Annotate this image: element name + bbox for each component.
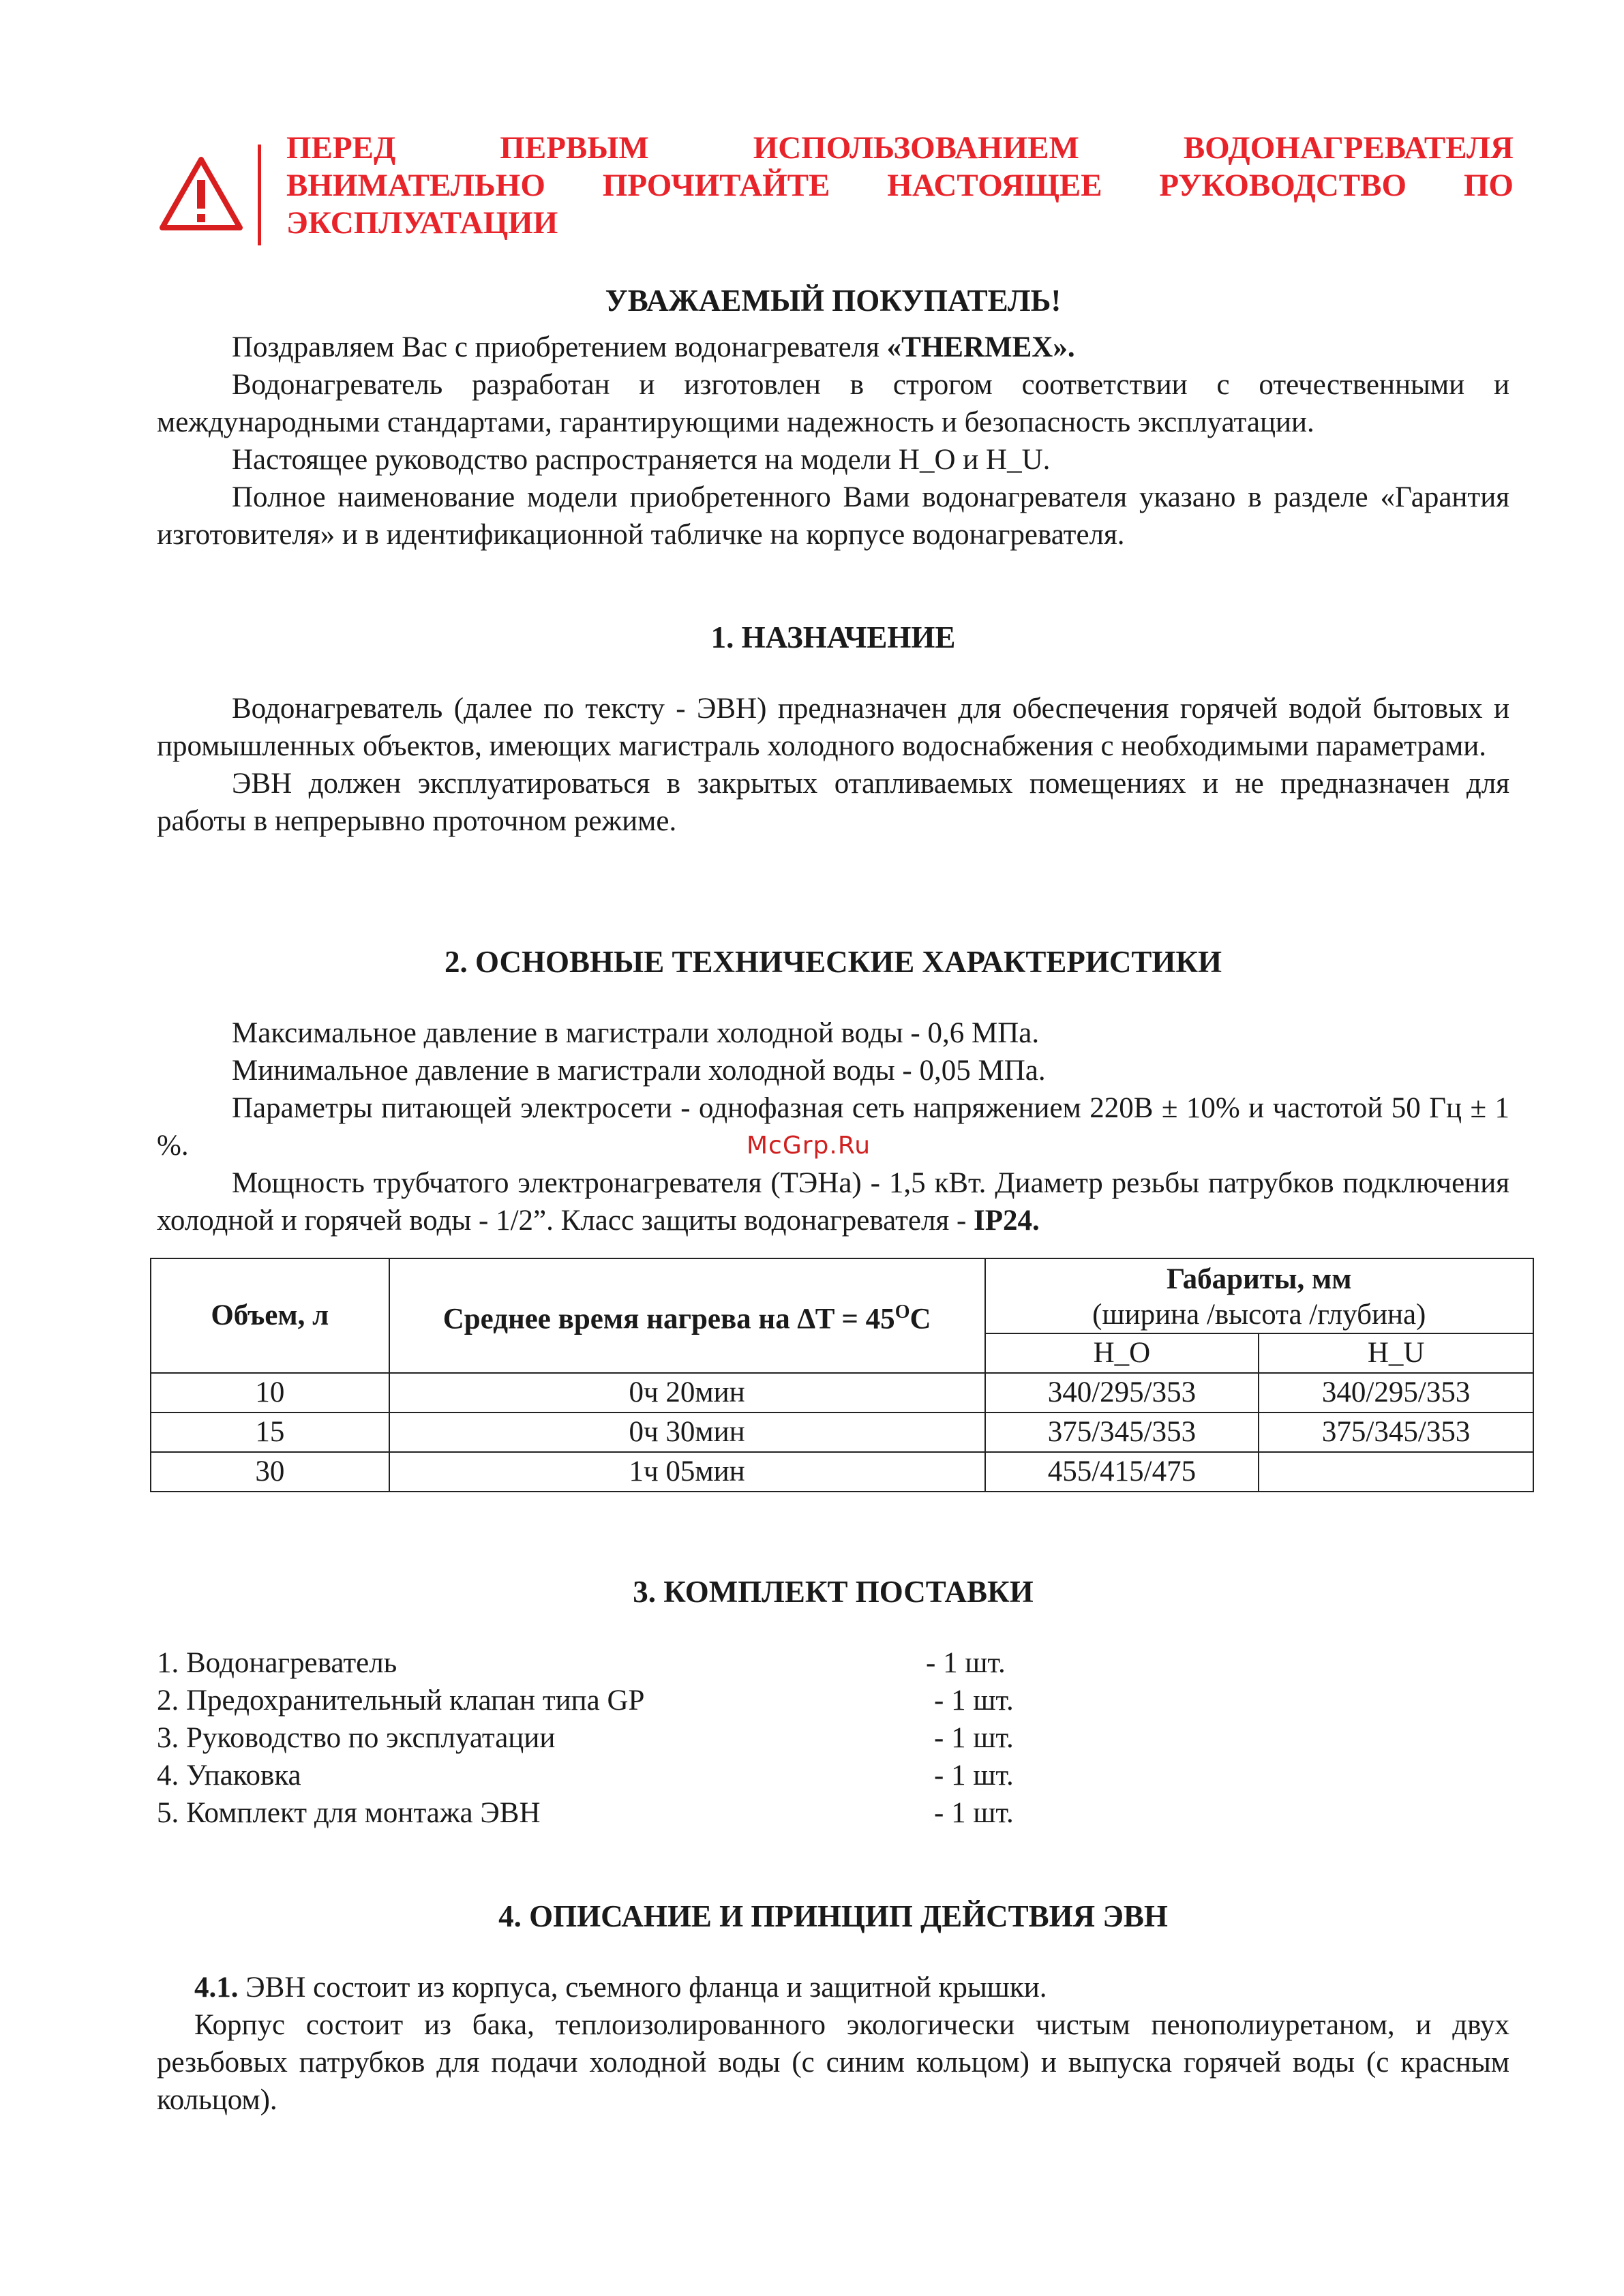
section-1-body	[157, 690, 1509, 840]
section-2-paragraph-4: Мощность трубчатого электронагревателя (ТЭНа) - 1,5 кВт. Диаметр резьбы патрубков подключения холодной и горячей воды - 1/2”. Класс защиты водонагревателя - IP24.	[157, 1167, 1509, 1237]
kit-list	[157, 1644, 1111, 1832]
section-2-paragraph-2: Минимальное давление в магистрали холодной воды - 0,05 МПа.	[232, 1055, 1046, 1087]
table-row: 30 1ч 05мин 455/415/475	[151, 1452, 1533, 1492]
table-header-row	[151, 1258, 1533, 1333]
list-item: 4. Упаковка - 1 шт.	[157, 1759, 1014, 1792]
protection-class: IP24.	[974, 1205, 1040, 1237]
table-row: 15 0ч 30мин 375/345/353 375/345/353	[151, 1413, 1533, 1452]
section-3-heading: 3. КОМПЛЕКТ ПОСТАВКИ	[633, 1575, 1034, 1609]
intro-block	[157, 329, 1509, 554]
header-dimensions: Габариты, мм (ширина /высота /глубина)	[985, 1258, 1533, 1333]
list-item: 1. Водонагреватель - 1 шт.	[157, 1647, 1006, 1679]
warning-triangle-icon	[158, 155, 244, 232]
warning-text	[286, 130, 1514, 242]
section-2-paragraph-1: Максимальное давление в магистрали холодной воды - 0,6 МПа.	[232, 1017, 1040, 1049]
section-2-body	[157, 1014, 1509, 1239]
intro-paragraph-4: Полное наименование модели приобретенного Вами водонагревателя указано в разделе «Гарантия изготовителя» и в идентификационной табличке на корпусе водонагревателя.	[157, 481, 1509, 551]
brand-name: «THERMEX».	[886, 331, 1075, 363]
table-row: 10 0ч 20мин 340/295/353 340/295/353	[151, 1373, 1533, 1413]
warning-divider	[258, 145, 261, 245]
list-item: 2. Предохранительный клапан типа GP - 1 шт.	[157, 1685, 1014, 1717]
section-2-heading: 2. ОСНОВНЫЕ ТЕХНИЧЕСКИЕ ХАРАКТЕРИСТИКИ	[444, 945, 1222, 979]
section-1-heading: 1. НАЗНАЧЕНИЕ	[710, 620, 956, 654]
greeting-heading: УВАЖАЕМЫЙ ПОКУПАТЕЛЬ!	[605, 284, 1062, 318]
section-4-heading: 4. ОПИСАНИЕ И ПРИНЦИП ДЕЙСТВИЯ ЭВН	[498, 1899, 1168, 1933]
section-2-paragraph-3: Параметры питающей электросети - однофазная сеть напряжением 220В ± 10% и частотой 50 Гц ± 1 %.	[157, 1092, 1509, 1162]
intro-paragraph-3: Настоящее руководство распространяется на модели H_O и H_U.	[232, 444, 1051, 476]
intro-paragraph-2: Водонагреватель разработан и изготовлен в строгом соответствии с отечественными и международными стандартами, гарантирующими надежность и безопасность эксплуатации.	[157, 369, 1509, 438]
header-heat-time: Среднее время нагрева на $\Delta T = 45^OC$	[389, 1258, 985, 1373]
header-volume: Объем, л	[151, 1258, 389, 1373]
section-4-paragraph-2: Корпус состоит из бака, теплоизолированного экологически чистым пенополиуретаном, и двух резьбовых патрубков для подачи холодной воды (с синим кольцом) и выпуска горячей воды (с красным кольцом).	[157, 2009, 1509, 2116]
header-ho: H_O	[985, 1333, 1259, 1373]
specs-table	[150, 1258, 1534, 1492]
warning-line-3: ЭКСПЛУАТАЦИИ	[286, 205, 558, 241]
intro-paragraph-1: Поздравляем Вас с приобретением водонагревателя «THERMEX».	[232, 331, 1075, 363]
header-hu: H_U	[1259, 1333, 1533, 1373]
section-1-paragraph-2: ЭВН должен эксплуатироваться в закрытых отапливаемых помещениях и не предназначен для работы в непрерывно проточном режиме.	[157, 768, 1509, 837]
warning-line-1: ПЕРЕД ПЕРВЫМ ИСПОЛЬЗОВАНИЕМ ВОДОНАГРЕВАТЕЛЯ	[286, 130, 1514, 166]
warning-line-2: ВНИМАТЕЛЬНО ПРОЧИТАЙТЕ НАСТОЯЩЕЕ РУКОВОДСТВО ПО	[286, 168, 1514, 203]
list-item: 3. Руководство по эксплуатации - 1 шт.	[157, 1722, 1014, 1754]
list-item: 5. Комплект для монтажа ЭВН - 1 шт.	[157, 1797, 1014, 1829]
section-4-paragraph-1: 4.1. ЭВН состоит из корпуса, съемного фланца и защитной крышки.	[194, 1972, 1047, 2004]
watermark: McGrp.Ru	[747, 1132, 871, 1160]
warning-header	[158, 130, 1522, 259]
section-1-paragraph-1: Водонагреватель (далее по тексту - ЭВН) предназначен для обеспечения горячей водой бытовых и промышленных объектов, имеющих магистраль холодного водоснабжения с необходимыми параметрами.	[157, 693, 1509, 762]
section-4-body	[157, 1969, 1509, 2119]
